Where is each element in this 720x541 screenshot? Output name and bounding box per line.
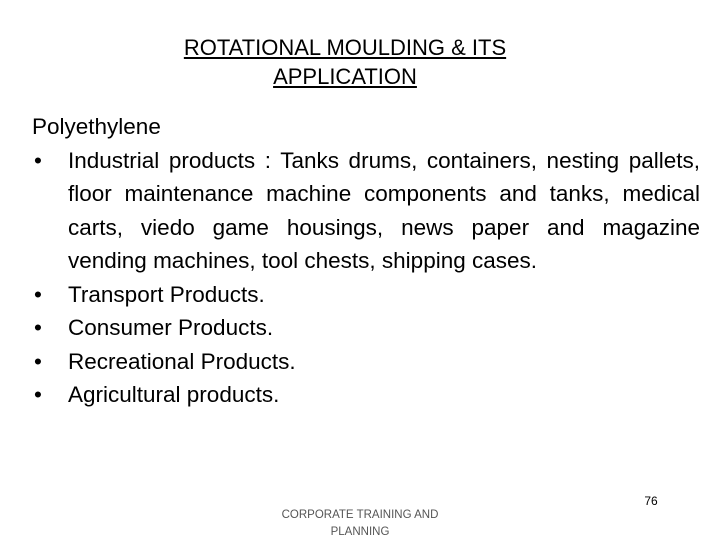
section-heading: Polyethylene bbox=[32, 114, 161, 139]
list-item bbox=[32, 378, 700, 412]
bullet-icon: • bbox=[34, 147, 42, 173]
list-item-label: Recreational Products. bbox=[68, 348, 296, 374]
list-item-label: Transport Products. bbox=[68, 281, 265, 307]
slide-title bbox=[0, 33, 690, 91]
slide-body bbox=[32, 110, 700, 412]
bullet-icon: • bbox=[34, 281, 42, 307]
slide-title-line-1: ROTATIONAL MOULDING & ITS bbox=[183, 35, 507, 60]
list-item bbox=[32, 144, 700, 278]
page-number: 76 bbox=[644, 494, 658, 508]
slide-footer: CORPORATE TRAINING AND PLANNING bbox=[281, 509, 439, 538]
list-item bbox=[32, 345, 700, 379]
paragraph-list bbox=[32, 144, 700, 278]
product-category-list bbox=[32, 278, 700, 412]
industrial-products-text: Industrial products : Tanks drums, containers, nesting pallets, floor maintenance machine components and tanks, medical carts, viedo game housings, news paper and magazine vending machines, tool chests, shipping cases. bbox=[68, 147, 700, 273]
list-item-label: Consumer Products. bbox=[68, 315, 274, 340]
slide-title-line-2: APPLICATION bbox=[273, 64, 417, 89]
list-item-label: Agricultural products. bbox=[68, 382, 280, 407]
list-item bbox=[32, 278, 700, 312]
list-item bbox=[32, 311, 700, 345]
bullet-icon: • bbox=[34, 315, 42, 340]
bullet-icon: • bbox=[34, 348, 42, 374]
bullet-icon: • bbox=[34, 382, 42, 407]
